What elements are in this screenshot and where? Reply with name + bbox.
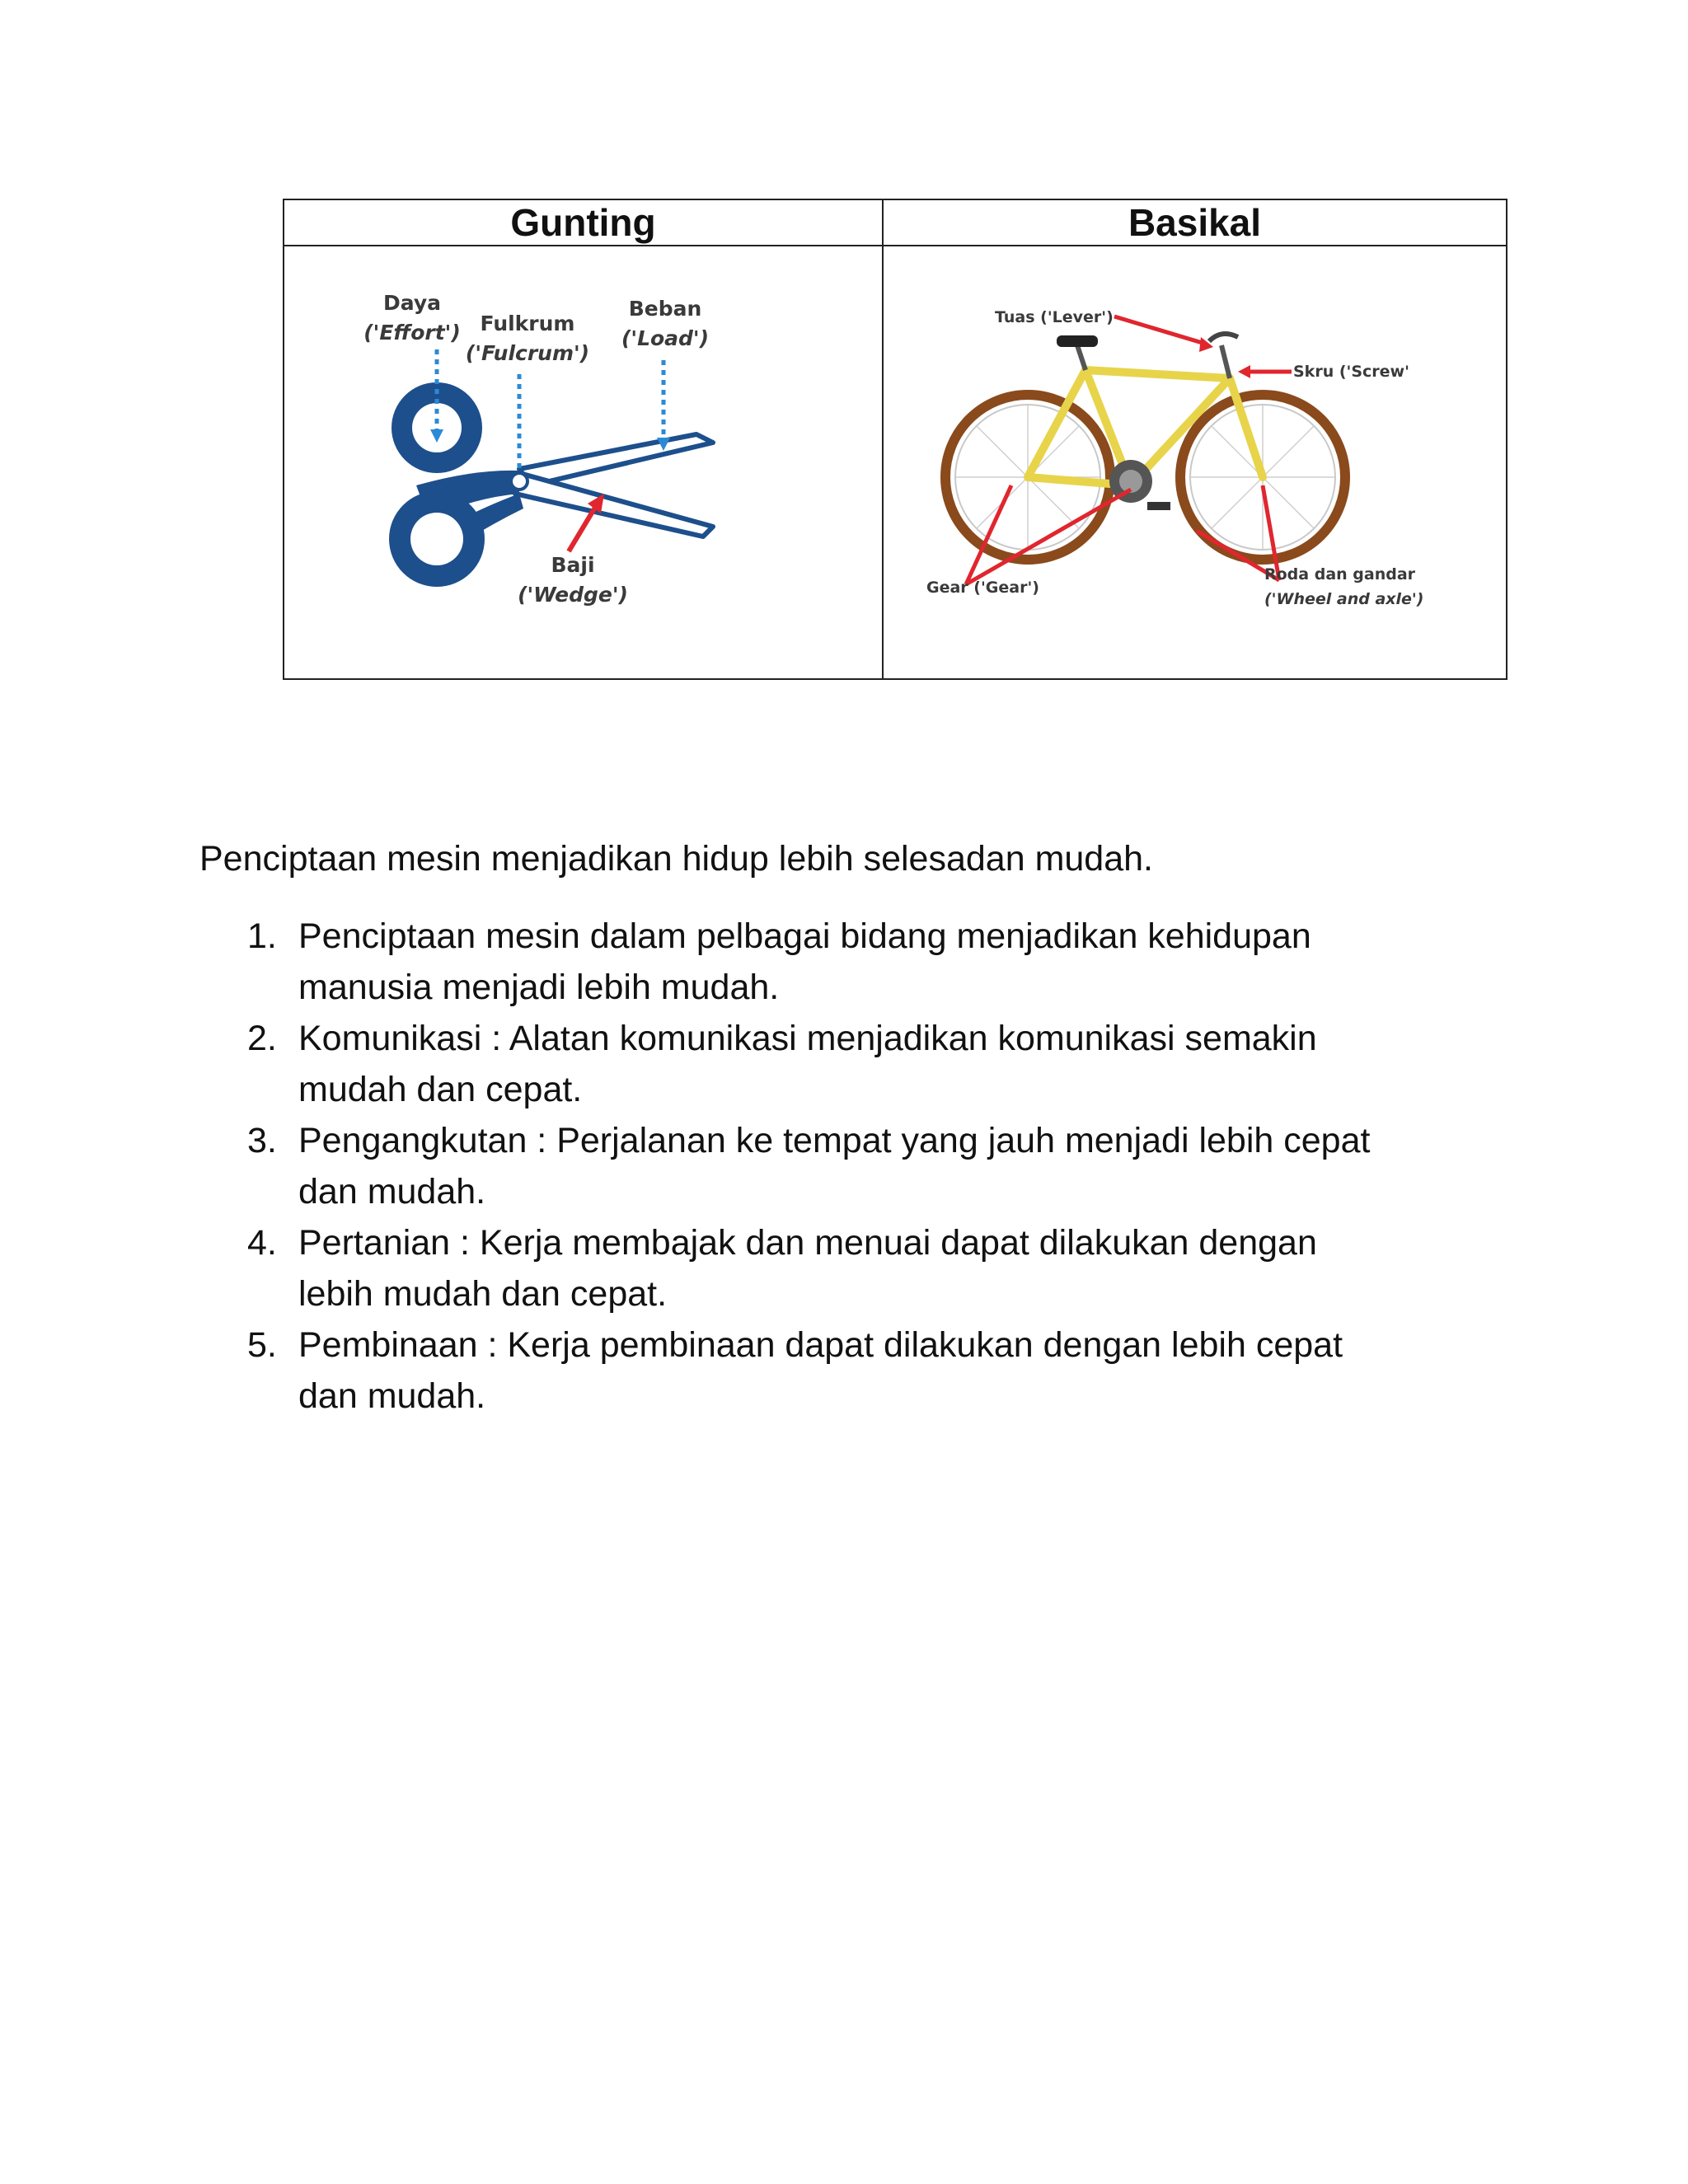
list-line: Pengangkutan : Perjalanan ke tempat yang jauh menjadi lebih cepat (298, 1121, 1371, 1160)
label-wedge: Baji (551, 553, 595, 577)
header-gunting: Gunting (284, 199, 883, 246)
list-item (199, 1319, 1518, 1422)
benefits-list (199, 911, 1518, 1422)
label-fulcrum-en: ('Fulcrum') (465, 341, 590, 365)
bicycle-illustration (884, 246, 1506, 678)
list-line: lebih mudah dan cepat. (298, 1274, 668, 1314)
list-line: Pertanian : Kerja membajak dan menuai dapat dilakukan dengan (298, 1223, 1317, 1263)
list-number: 2. (247, 1019, 277, 1058)
label-effort-en: ('Effort') (363, 321, 461, 344)
list-number: 4. (247, 1223, 277, 1263)
list-item (199, 1217, 1518, 1319)
list-line: Komunikasi : Alatan komunikasi menjadikan komunikasi semakin (298, 1019, 1317, 1058)
list-number: 1. (247, 916, 277, 956)
intro-text: Penciptaan mesin menjadikan hidup lebih selesadan mudah. (199, 839, 1153, 879)
list-line: manusia menjadi lebih mudah. (298, 968, 780, 1007)
list-number: 3. (247, 1121, 277, 1160)
label-wheel: Roda dan gandar (1264, 565, 1416, 583)
list-line: Pembinaan : Kerja pembinaan dapat dilakukan dengan lebih cepat (298, 1325, 1343, 1365)
label-effort: Daya (382, 291, 442, 315)
list-item (199, 1115, 1518, 1217)
label-lever: Tuas ('Lever') (995, 308, 1114, 326)
label-load-en: ('Load') (621, 326, 710, 350)
label-gear: Gear ('Gear') (926, 579, 1039, 597)
header-basikal: Basikal (883, 199, 1507, 246)
list-line: dan mudah. (298, 1376, 486, 1416)
label-wedge-en: ('Wedge') (518, 583, 628, 607)
list-item (199, 1013, 1518, 1115)
scissors-cell (284, 246, 883, 679)
list-line: Penciptaan mesin dalam pelbagai bidang menjadikan kehidupan (298, 916, 1311, 956)
bicycle-cell (883, 246, 1507, 679)
scissors-illustration (284, 246, 882, 678)
list-item (199, 911, 1518, 1013)
label-screw: Skru ('Screw' (1293, 363, 1409, 381)
comparison-table (283, 199, 1507, 680)
label-wheel-en: ('Wheel and axle') (1264, 590, 1424, 608)
label-load: Beban (628, 297, 702, 321)
list-line: dan mudah. (298, 1172, 486, 1212)
list-number: 5. (247, 1325, 277, 1365)
label-fulcrum: Fulkrum (480, 312, 575, 335)
list-line: mudah dan cepat. (298, 1070, 583, 1109)
